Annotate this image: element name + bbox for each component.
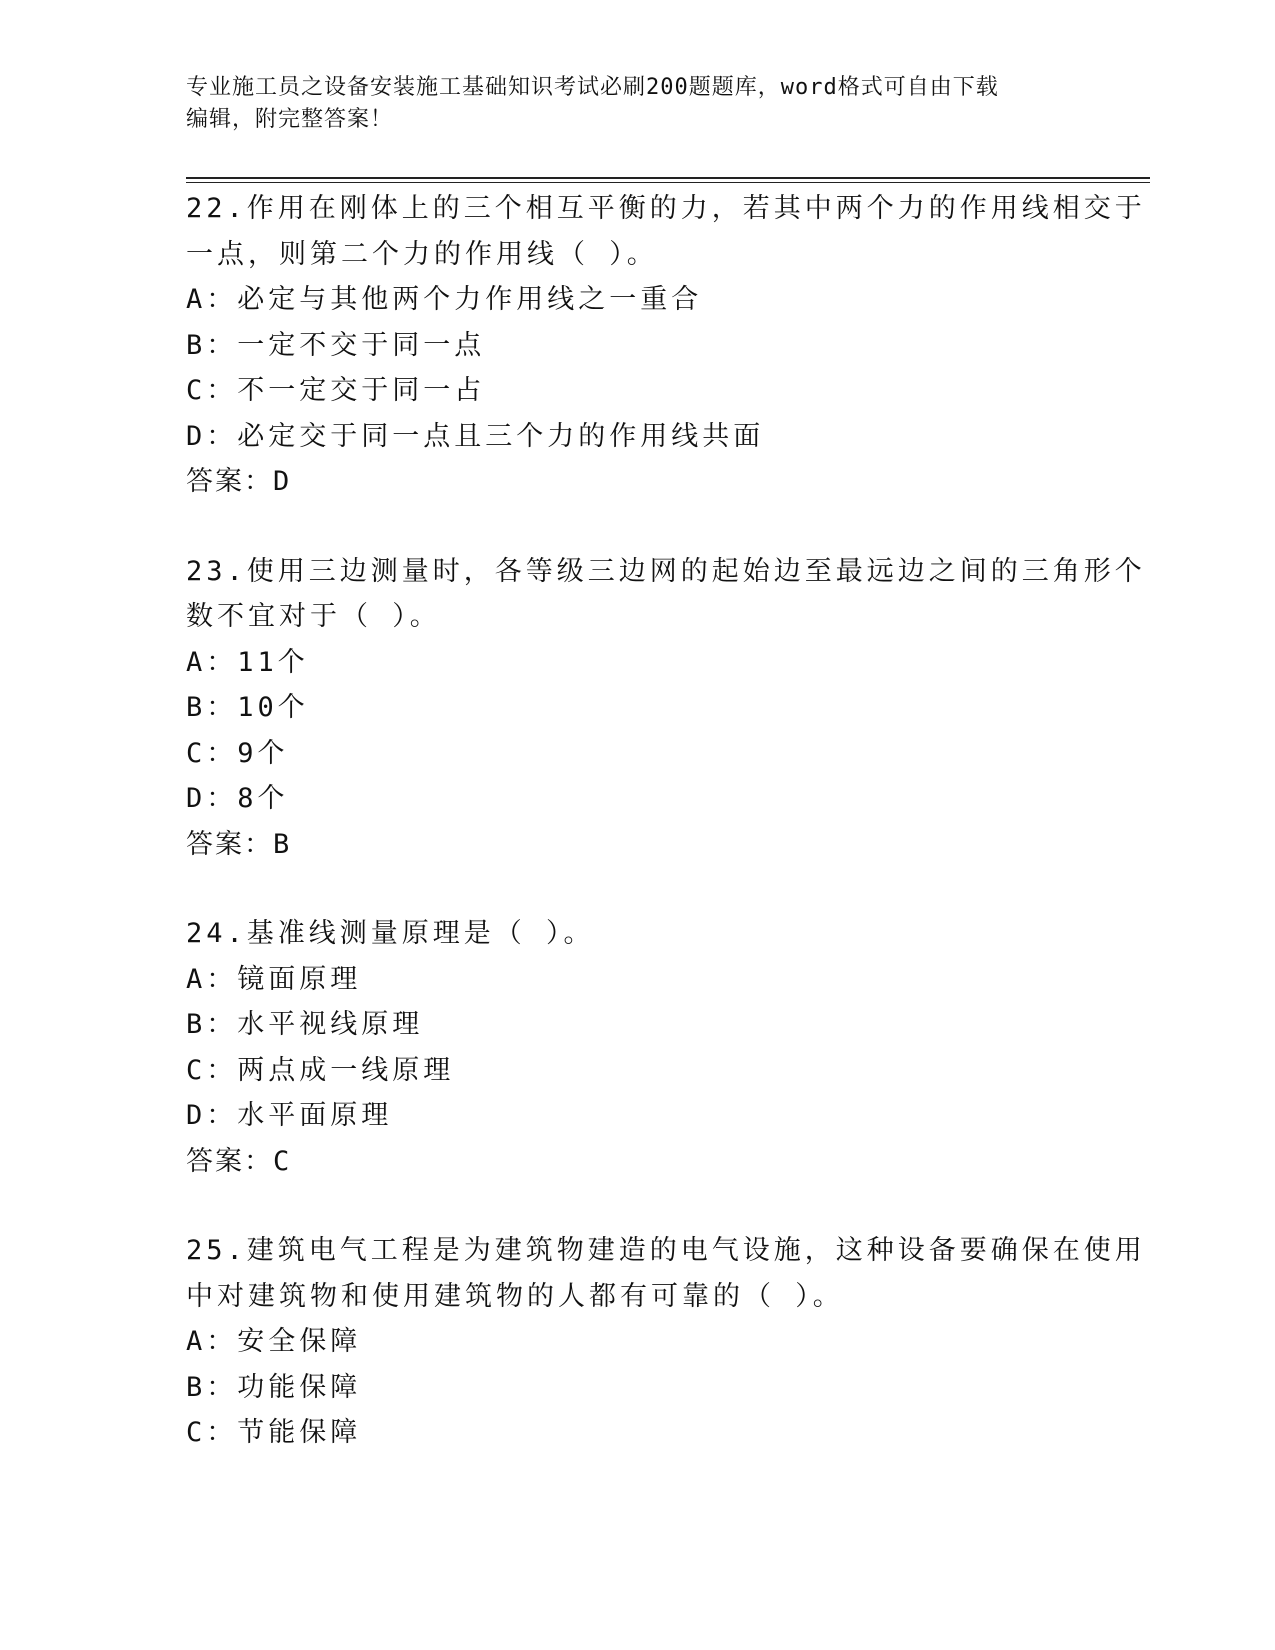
question-25 bbox=[186, 1228, 1146, 1456]
option-a: A：11个 bbox=[186, 646, 309, 678]
answer-value: C bbox=[273, 1145, 292, 1177]
question-list bbox=[186, 186, 1146, 1500]
option-c: C：节能保障 bbox=[186, 1417, 362, 1448]
document-header bbox=[186, 72, 1066, 136]
question-stem: 22.作用在刚体上的三个相互平衡的力，若其中两个力的作用线相交于 bbox=[186, 193, 1146, 224]
question-24 bbox=[186, 911, 1086, 1184]
answer-label: 答案： bbox=[186, 828, 273, 860]
answer bbox=[186, 459, 1086, 505]
question-stem: 23.使用三边测量时，各等级三边网的起始边至最远边之间的三角形个 bbox=[186, 555, 1146, 587]
option-a: A：安全保障 bbox=[186, 1326, 362, 1357]
answer bbox=[186, 1139, 1086, 1185]
question-23 bbox=[186, 549, 1146, 868]
option-b: B：10个 bbox=[186, 692, 309, 723]
option-d: D：水平面原理 bbox=[186, 1100, 393, 1131]
answer-value: B bbox=[273, 828, 292, 860]
header-title-line-2: 编辑，附完整答案！ bbox=[186, 107, 394, 132]
option-c: C：两点成一线原理 bbox=[186, 1054, 455, 1086]
option-b: B：一定不交于同一点 bbox=[186, 329, 486, 361]
answer-label: 答案： bbox=[186, 1145, 273, 1177]
question-stem: 24.基准线测量原理是（ ）。 bbox=[186, 918, 595, 949]
answer bbox=[186, 822, 1086, 868]
option-a: A：必定与其他两个力作用线之一重合 bbox=[186, 284, 703, 315]
question-stem: 数不宜对于（ ）。 bbox=[186, 601, 441, 632]
question-stem: 一点，则第二个力的作用线（ ）。 bbox=[186, 238, 658, 270]
option-b: B：功能保障 bbox=[186, 1371, 362, 1403]
answer-value: D bbox=[273, 466, 292, 497]
option-a: A：镜面原理 bbox=[186, 963, 362, 995]
header-title-line-1: 专业施工员之设备安装施工基础知识考试必刷200题题库，word格式可自由下载 bbox=[186, 75, 999, 100]
question-stem: 25.建筑电气工程是为建筑物建造的电气设施，这种设备要确保在使用 bbox=[186, 1235, 1146, 1266]
option-d: D：必定交于同一点且三个力的作用线共面 bbox=[186, 420, 765, 452]
header-divider bbox=[186, 177, 1150, 183]
option-c: C：不一定交于同一占 bbox=[186, 375, 486, 406]
question-22 bbox=[186, 186, 1146, 505]
question-stem: 中对建筑物和使用建筑物的人都有可靠的（ ）。 bbox=[186, 1280, 844, 1312]
option-b: B：水平视线原理 bbox=[186, 1009, 424, 1040]
option-d: D：8个 bbox=[186, 783, 289, 814]
option-c: C：9个 bbox=[186, 737, 289, 769]
answer-label: 答案： bbox=[186, 466, 273, 497]
